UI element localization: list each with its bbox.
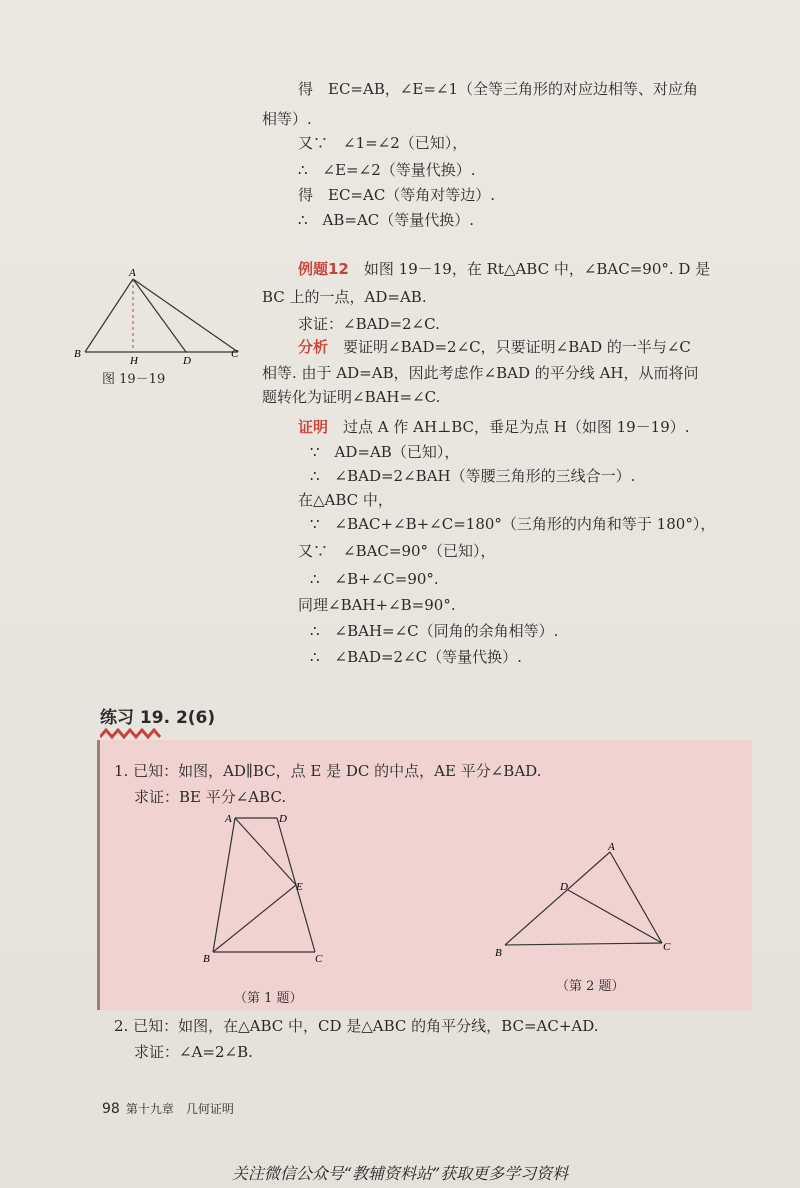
figure-label: B [203, 953, 210, 965]
proof-step: ∴ ∠BAH=∠C（同角的余角相等）. [310, 622, 559, 640]
proof-step: ∴ ∠B+∠C=90°. [310, 570, 439, 588]
example-line: 例题12 如图 19－19，在 Rt△ABC 中，∠BAC=90°. D 是 [298, 260, 711, 278]
figure-label: A [225, 813, 232, 825]
proof-line: ∴ ∠E=∠2（等量代换）. [298, 161, 476, 179]
figure-label: B [74, 348, 81, 360]
figure-label: E [296, 881, 303, 893]
figure-caption: 图 19－19 [102, 372, 166, 387]
figure-label: B [495, 947, 502, 959]
proof-step: ∵ AD=AB（已知）， [310, 443, 460, 461]
proof-step: ∴ ∠BAD=2∠BAH（等腰三角形的三线合一）. [310, 467, 636, 485]
proof-step: 同理∠BAH+∠B=90°. [298, 596, 456, 614]
proof-step: 证明 过点 A 作 AH⊥BC，垂足为点 H（如图 19－19）. [298, 418, 690, 436]
figure-19-19 [70, 265, 250, 370]
analysis-tag: 分析 [298, 338, 329, 356]
figure-label: H [130, 355, 138, 367]
proof-step: 又∵ ∠BAC=90°（已知）， [298, 542, 496, 560]
exercise-question-2-prove: 求证：∠A=2∠B. [134, 1043, 253, 1061]
proof-tag: 证明 [298, 418, 329, 436]
exercise-question-2: 2. 已知：如图，在△ABC 中，CD 是△ABC 的角平分线，BC=AC+AD. [114, 1017, 599, 1035]
proof-line: ∴ AB=AC（等量代换）. [298, 211, 475, 229]
page-footer [102, 1100, 234, 1117]
example-prove: 求证：∠BAD=2∠C. [298, 315, 440, 333]
analysis-line: 题转化为证明∠BAH=∠C. [262, 388, 441, 406]
proof-step: 在△ABC 中， [298, 491, 393, 509]
zigzag-decoration-icon [100, 727, 162, 741]
proof-step: ∴ ∠BAD=2∠C（等量代换）. [310, 648, 522, 666]
analysis-line: 分析 要证明∠BAD=2∠C，只要证明∠BAD 的一半与∠C [298, 338, 691, 356]
page-number: 98 [102, 1101, 120, 1117]
example-tag: 例题12 [298, 260, 349, 278]
exercise-question-1-prove: 求证：BE 平分∠ABC. [134, 788, 287, 806]
proof-step: ∵ ∠BAC+∠B+∠C=180°（三角形的内角和等于 180°）， [310, 515, 716, 533]
exercise-figure-2 [490, 840, 680, 965]
proof-line: 得 EC=AC（等角对等边）. [298, 186, 496, 204]
exercise-question-1: 1. 已知：如图，AD∥BC，点 E 是 DC 的中点，AE 平分∠BAD. [114, 762, 542, 780]
chapter-title: 第十九章 几何证明 [125, 1102, 234, 1116]
figure-label: A [608, 841, 615, 853]
example-line: BC 上的一点，AD=AB. [262, 288, 427, 306]
proof-line: 得 EC=AB，∠E=∠1（全等三角形的对应边相等、对应角 [298, 80, 699, 98]
proof-line: 又∵ ∠1=∠2（已知）， [298, 134, 468, 152]
figure-label: D [560, 881, 568, 893]
analysis-line: 相等. 由于 AD=AB，因此考虑作∠BAD 的平分线 AH，从而将问 [262, 364, 699, 382]
figure-label: D [279, 813, 287, 825]
proof-line: 相等）. [262, 110, 312, 128]
watermark-banner: 关注微信公众号“教辅资料站”获取更多学习资料 [231, 1164, 569, 1183]
figure-label: C [315, 953, 323, 965]
figure-label: A [129, 267, 136, 279]
exercise-title: 练习 19. 2(6) [100, 708, 216, 728]
exercise-figure-1-caption: （第 1 题） [234, 991, 303, 1006]
figure-label: D [183, 355, 191, 367]
exercise-figure-2-caption: （第 2 题） [556, 979, 625, 994]
figure-label: C [663, 941, 671, 953]
figure-label: C [231, 348, 239, 360]
exercise-figure-1 [195, 810, 340, 970]
